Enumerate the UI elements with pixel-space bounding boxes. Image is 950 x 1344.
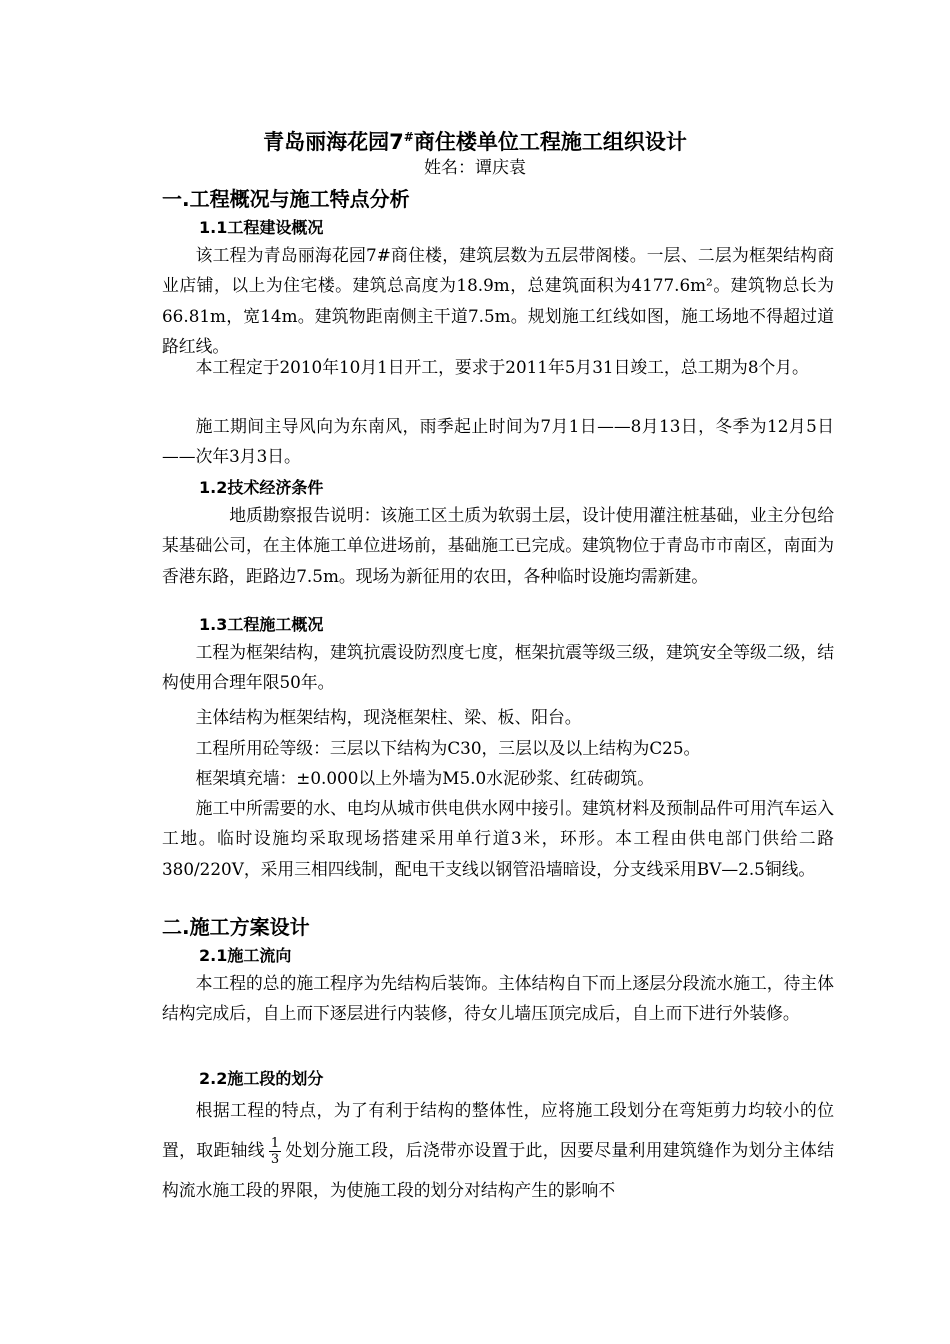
paragraph-1-1-c: 施工期间主导风向为东南风，雨季起止时间为7月1日——8月13日，冬季为12月5日——次年3月3日。: [162, 416, 834, 467]
title-prefix: 青岛丽海花园7: [263, 130, 404, 154]
section-heading-1: 一.工程概况与施工特点分析: [162, 187, 410, 211]
document-title: [0, 122, 950, 157]
paragraph-1-2-a: 地质勘察报告说明：该施工区土质为软弱土层，设计使用灌注桩基础，业主分包给某基础公司，在主体施工单位进场前，基础施工已完成。建筑物位于青岛市市南区，南面为香港东路，距路边7.5m。现场为新征用的农田，各种临时设施均需新建。: [162, 505, 834, 586]
author-line: 姓名：谭庆袁: [424, 158, 526, 178]
subsection-heading-1-1: 1.1工程建设概况: [199, 218, 324, 237]
paragraph-1-3-d: 框架填充墙：±0.000以上外墙为M5.0水泥砂浆、红砖砌筑。: [195, 768, 654, 788]
subsection-heading-2-2: 2.2施工段的划分: [199, 1069, 324, 1088]
paragraph-1-3-a: 工程为框架结构，建筑抗震设防烈度七度，框架抗震等级三级，建筑安全等级二级，结构使用合理年限50年。: [162, 642, 834, 693]
one-third-fraction: [269, 1136, 281, 1167]
paragraph-2-1-a: 本工程的总的施工程序为先结构后装饰。主体结构自下而上逐层分段流水施工，待主体结构完成后，自上而下逐层进行内装修，待女儿墙压顶完成后，自上而下进行外装修。: [162, 973, 834, 1024]
title-suffix: 商住楼单位工程施工组织设计: [413, 130, 687, 154]
paragraph-1-3-e: 施工中所需要的水、电均从城市供电供水网中接引。建筑材料及预制品件可用汽车运入工地。临时设施均采取现场搭建采用单行道3米，环形。本工程由供电部门供给二路380/220V，采用三相四线制，配电干支线以钢管沿墙暗设，分支线采用BV—2.5铜线。: [162, 798, 834, 879]
paragraph-2-2-text-before: 根据工程的特点，为了有利于结构的整体性，应将施工段划分在弯矩剪力均较小的位置，取距轴线: [162, 1100, 834, 1160]
fraction-numerator: 1: [270, 1136, 280, 1151]
subsection-heading-1-3: 1.3工程施工概况: [199, 615, 324, 634]
paragraph-1-1-a: 该工程为青岛丽海花园7#商住楼，建筑层数为五层带阁楼。一层、二层为框架结构商业店铺，以上为住宅楼。建筑总高度为18.9m，总建筑面积为4177.6m²。建筑物总长为66.81m，宽14m。建筑物距南侧主干道7.5m。规划施工红线如图，施工场地不得超过道路红线。: [162, 245, 834, 357]
section-heading-2: 二.施工方案设计: [162, 915, 310, 939]
subsection-heading-1-2: 1.2技术经济条件: [199, 478, 324, 497]
title-superscript: #: [403, 130, 414, 144]
fraction-denominator: 3: [270, 1152, 280, 1167]
paragraph-2-2-a: [162, 1090, 834, 1210]
paragraph-1-1-b: 本工程定于2010年10月1日开工，要求于2011年5月31日竣工，总工期为8个月。: [195, 357, 809, 377]
paragraph-2-2-text-after: 处划分施工段，后浇带亦设置于此，因要尽量利用建筑缝作为划分主体结构流水施工段的界限，为使施工段的划分对结构产生的影响不: [162, 1140, 834, 1200]
paragraph-1-3-b: 主体结构为框架结构，现浇框架柱、梁、板、阳台。: [195, 707, 582, 727]
subsection-heading-2-1: 2.1施工流向: [199, 946, 292, 965]
paragraph-1-3-c: 工程所用砼等级：三层以下结构为C30，三层以及以上结构为C25。: [195, 738, 701, 758]
